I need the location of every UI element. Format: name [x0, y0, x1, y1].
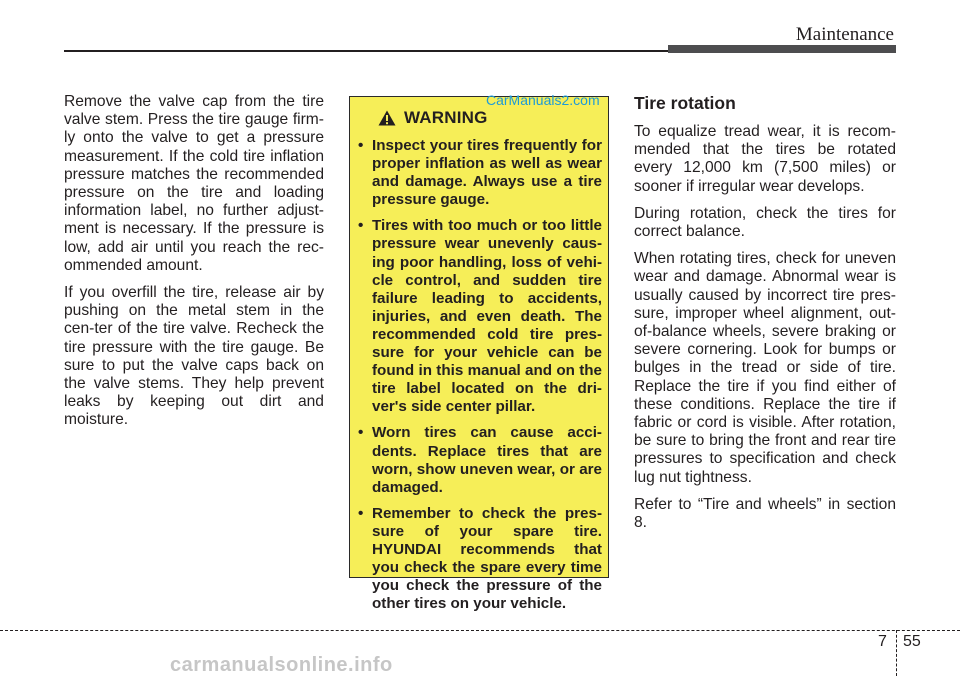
chapter-number: 7 [878, 633, 887, 650]
body-paragraph: During rotation, check the tires for correct balance. [634, 204, 896, 241]
body-paragraph: To equalize tread wear, it is recom-mended that the tires be rotated every 12,000 km (7,500 miles) or sooner if irregular wear develops. [634, 123, 896, 195]
bullet-mark: • [358, 137, 364, 154]
warning-item [358, 137, 602, 209]
body-paragraph: If you overfill the tire, release air by pushing on the metal stem in the cen-ter of the tire valve. Recheck the tire pressure with the tire gauge. Be sure to put the valve caps back on the valve stems. They help prevent leaks by keeping out dirt and moisture. [64, 284, 324, 429]
warning-title: WARNING [404, 108, 488, 127]
warning-item-text: Inspect your tires frequently for proper inflation as well as wear and damage. Always use a tire pressure gauge. [372, 137, 602, 209]
warning-triangle-icon [378, 110, 396, 126]
warning-header [378, 108, 488, 128]
watermark-footer: carmanualsonline.info [170, 654, 393, 676]
warning-item [358, 424, 602, 496]
right-column [634, 123, 896, 541]
running-header-title: Maintenance [795, 24, 894, 45]
warning-list [358, 137, 602, 621]
section-title: Tire rotation [634, 93, 736, 113]
header-rule [64, 50, 669, 52]
watermark-link[interactable]: CarManuals2.com [486, 92, 600, 108]
footer-rule [0, 630, 960, 631]
header-rule-accent [668, 45, 896, 53]
bullet-mark: • [358, 217, 364, 235]
warning-item [358, 505, 602, 614]
warning-item-text: Remember to check the pres-sure of your spare tire. HYUNDAI recommends that you check the spare every time you check the pressure of the other tires on your vehicle. [372, 504, 602, 613]
bullet-mark: • [358, 424, 364, 442]
body-paragraph: Refer to “Tire and wheels” in section 8. [634, 495, 896, 532]
left-column [64, 93, 324, 439]
warning-box [349, 96, 609, 613]
warning-item [358, 217, 602, 416]
body-paragraph: Remove the valve cap from the tire valve stem. Press the tire gauge firm-ly onto the valve to get a pressure measurement. If the cold tire inflation pressure matches the recommended pressure on the tire and loading information label, no further adjust-ment is necessary. If the pressure is low, add air until you reach the rec-ommended amount. [64, 93, 324, 274]
page-number-divider [896, 630, 897, 676]
warning-item-text: Worn tires can cause acci-dents. Replace tires that are worn, show uneven wear, or are damaged. [372, 424, 602, 496]
page-number: 55 [903, 633, 921, 650]
body-paragraph: When rotating tires, check for uneven wear and damage. Abnormal wear is usually caused by incorrect tire pres-sure, improper wheel alignment, out-of-balance wheels, severe braking or severe cornering. Look for bumps or bulges in the tread or side of tire. Replace the tire if you find either of these conditions. Replace the tire if fabric or cord is visible. After rotation, be sure to bring the front and rear tire pressures to specification and check lug nut tightness. [634, 250, 896, 486]
bullet-mark: • [358, 504, 364, 522]
warning-item-text: Tires with too much or too little pressure wear unevenly caus-ing poor handling, loss of vehi-cle control, and sudden tire failure leading to accidents, injuries, and even death. The recommended cold tire pres-sure for your vehicle can be found in this manual and on the tire label located on the dri-ver's side center pillar. [372, 217, 602, 416]
